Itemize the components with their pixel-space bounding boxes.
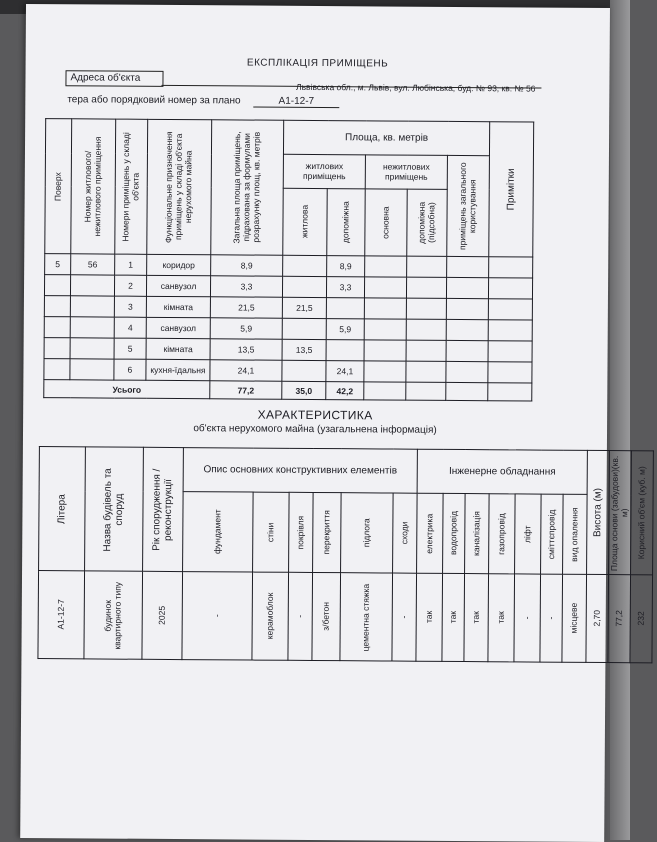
cell-floor: [44, 317, 70, 338]
total-living: 35,0: [282, 381, 326, 399]
header-base-area: Площа основи (забудови)(кв. м): [609, 451, 632, 575]
header-notes: Примітки: [489, 122, 534, 257]
cell-main: [364, 319, 406, 340]
cell-common: [446, 361, 488, 382]
header-building-name: Назва будівель та споруд: [85, 447, 144, 571]
header-sewer: каналізація: [465, 494, 490, 574]
cell-basement: [406, 298, 446, 319]
header-stairs: сходи: [393, 493, 418, 573]
explication-table: [43, 118, 534, 401]
header-common: приміщень загального користування: [447, 155, 490, 256]
cell-common: [446, 277, 488, 298]
cell-purpose: кімната: [146, 296, 210, 317]
cell-living: [282, 318, 326, 339]
total-area: 77,2: [210, 381, 282, 400]
table-row: [38, 571, 653, 663]
cell-common: [447, 256, 489, 277]
cell-floor: [44, 275, 70, 296]
cell-foundation: -: [182, 572, 253, 660]
cell-living: [282, 276, 326, 297]
header-area-group: Площа, кв. метрів: [283, 120, 489, 155]
cell-ceilings: з/бетон: [312, 572, 341, 660]
cell-total: 3,3: [210, 276, 282, 298]
cell-stairs: -: [392, 573, 417, 661]
characteristics-table: [37, 446, 654, 663]
cell-floor: [44, 359, 70, 380]
cell-room: 1: [115, 254, 147, 275]
cell-room: 3: [114, 296, 146, 317]
cell-main: [364, 298, 406, 319]
cell-notes: [488, 299, 532, 320]
cell-apt: [70, 317, 114, 338]
cell-garbage: -: [540, 574, 563, 662]
cell-aux: 3,3: [326, 277, 364, 298]
address-value: Львівська обл., м. Львів, вул. Любінська, буд. № 93, кв. № 56: [296, 81, 536, 94]
cell-notes: [488, 383, 532, 401]
cell-purpose: кухня-їдальня: [146, 359, 210, 380]
cell-purpose: кімната: [146, 338, 210, 359]
cell-year: 2025: [142, 571, 183, 659]
header-foundation: фундамент: [183, 492, 254, 572]
header-year: Рік спорудження / реконструкції: [143, 447, 184, 571]
header-lift: ліфт: [515, 494, 542, 574]
cell-total: 13,5: [210, 339, 282, 361]
cell-notes: [488, 278, 532, 299]
cell-aux: 8,9: [327, 256, 365, 277]
header-purpose: Функціональне призначення приміщень у складі об'єкта нерухомого майна: [147, 119, 212, 254]
cell-room: 2: [114, 275, 146, 296]
cell-basement: [406, 361, 446, 382]
cell-notes: [488, 341, 532, 362]
cell-sewer: так: [464, 574, 489, 662]
cell-electric: так: [416, 573, 443, 661]
document-sheet: [20, 4, 647, 842]
header-room-no: Номери приміщень у складі об'єкта: [115, 119, 148, 254]
characteristics-title: ХАРАКТЕРИСТИКА: [257, 407, 373, 423]
header-roof: покрівля: [289, 492, 314, 572]
cell-purpose: санвузол: [146, 275, 210, 296]
cell-apt: [70, 296, 114, 317]
cell-basement: [406, 319, 446, 340]
header-living-group: житлових приміщень: [283, 154, 365, 188]
cell-main: [364, 340, 406, 361]
cell-apt: [70, 338, 114, 359]
total-label: Усього: [44, 380, 210, 399]
header-walls: стіни: [253, 492, 290, 572]
cell-gas: так: [488, 574, 515, 662]
background-right-edge: [610, 0, 630, 840]
header-floor-cover: підлога: [341, 493, 394, 573]
cell-walls: керамоблок: [252, 572, 289, 660]
explication-title: ЕКСПЛІКАЦІЯ ПРИМІЩЕНЬ: [246, 57, 389, 70]
header-main: основна: [365, 188, 407, 256]
cell-common: [446, 340, 488, 361]
table-total-row: [44, 380, 532, 401]
cell-aux: [326, 340, 364, 361]
cell-living: [283, 255, 327, 276]
cell-aux: 5,9: [326, 319, 364, 340]
cell-purpose: санвузол: [146, 317, 210, 338]
cell-floor-cover: цементна стяжка: [340, 573, 393, 661]
cell-room: 5: [114, 338, 146, 359]
cell-basement: [406, 340, 446, 361]
header-litera: Літера: [39, 447, 86, 571]
cell-building-name: будинок квартирного типу: [84, 571, 143, 659]
cell-living: [282, 360, 326, 381]
cell-floor: [44, 296, 70, 317]
plan-value: А1-12-7: [253, 96, 339, 109]
cell-basement: [407, 256, 447, 277]
cell-roof: -: [288, 572, 313, 660]
cell-floor: 5: [45, 254, 71, 275]
cell-notes: [488, 362, 532, 383]
plan-label: тера або порядковий номер за плано: [67, 94, 241, 107]
cell-height: 2,70: [586, 574, 609, 662]
address-label: Адреса об'єкта: [65, 70, 163, 87]
cell-common: [446, 382, 488, 400]
cell-basement: [406, 277, 446, 298]
cell-living: 13,5: [282, 339, 326, 360]
header-structural-group: Опис основних конструктивних елементів: [183, 448, 417, 494]
cell-notes: [488, 320, 532, 341]
cell-living: 21,5: [282, 297, 326, 318]
cell-litera: А1-12-7: [38, 571, 85, 659]
characteristics-subtitle: об'єкта нерухомого майна (узагальнена інформація): [193, 423, 437, 436]
header-gas: газопровід: [489, 494, 516, 574]
total-aux: 42,2: [326, 382, 364, 400]
header-floor: Поверх: [45, 119, 72, 254]
header-ceilings: перекриття: [313, 492, 342, 572]
cell-apt: 56: [71, 254, 115, 275]
cell-basement: [406, 382, 446, 400]
header-volume: Корисний об'єм (куб. м): [631, 451, 654, 575]
cell-total: 5,9: [210, 318, 282, 340]
cell-aux: 24,1: [326, 361, 364, 382]
cell-main: [365, 256, 407, 277]
header-auxiliary: допоміжна: [327, 188, 365, 256]
header-aux-basement: допоміжна (підсобна): [407, 189, 447, 257]
cell-common: [446, 298, 488, 319]
cell-main: [364, 361, 406, 382]
cell-purpose: коридор: [147, 254, 211, 275]
header-electric: електрика: [417, 493, 444, 573]
cell-total: 21,5: [210, 297, 282, 319]
cell-volume: 232: [630, 575, 653, 663]
cell-base-area: 77,2: [608, 575, 631, 663]
cell-main: [364, 382, 406, 400]
header-apt-no: Номер житлового/ нежитлового приміщення: [71, 119, 116, 254]
cell-room: 6: [114, 359, 146, 380]
cell-total: 24,1: [210, 360, 282, 382]
cell-floor: [44, 338, 70, 359]
header-garbage: сміттєпровід: [541, 494, 564, 574]
cell-room: 4: [114, 317, 146, 338]
cell-notes: [489, 257, 533, 278]
header-engineering-group: Інженерне обладнання: [417, 449, 587, 494]
cell-total: 8,9: [211, 255, 283, 277]
header-living: житлова: [283, 188, 327, 256]
cell-water: так: [442, 573, 465, 661]
header-height: Висота (м): [587, 450, 610, 574]
cell-aux: [326, 298, 364, 319]
header-nonliving-group: нежитлових приміщень: [365, 155, 447, 189]
cell-main: [364, 277, 406, 298]
cell-apt: [70, 359, 114, 380]
cell-common: [446, 319, 488, 340]
header-heating: вид опалення: [563, 494, 588, 574]
cell-apt: [70, 275, 114, 296]
cell-lift: -: [514, 574, 541, 662]
cell-heating: місцеве: [562, 574, 587, 662]
header-water: водопровід: [443, 493, 466, 573]
header-total-area: Загальна площа приміщень, підрахована за формулами розрахунку площ, кв. метрів: [211, 120, 284, 255]
